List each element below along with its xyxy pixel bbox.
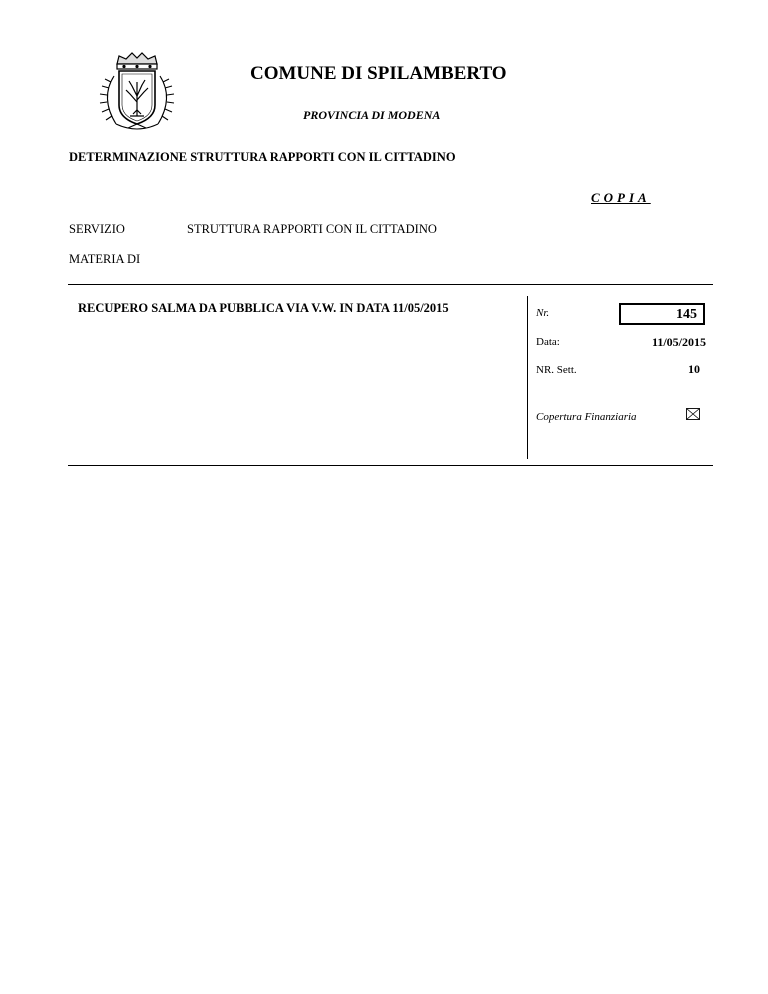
copertura-label: Copertura Finanziaria <box>536 411 637 423</box>
page-title: COMUNE DI SPILAMBERTO <box>250 63 507 84</box>
top-divider <box>68 284 713 285</box>
sett-value: 10 <box>688 362 700 376</box>
sett-label: NR. Sett. <box>536 364 577 376</box>
vertical-divider <box>527 296 528 459</box>
copy-mark: COPIA <box>591 190 651 205</box>
servizio-label: SERVIZIO <box>69 222 125 236</box>
materia-label: MATERIA DI <box>69 252 141 266</box>
subject-text: RECUPERO SALMA DA PUBBLICA VIA V.W. IN DATA 11/05/2015 <box>78 301 449 315</box>
nr-box <box>619 303 705 325</box>
province-subtitle: PROVINCIA DI MODENA <box>303 108 441 122</box>
municipal-coat-of-arms-icon <box>84 50 190 134</box>
data-value: 11/05/2015 <box>651 335 706 349</box>
nr-label: Nr. <box>536 307 550 319</box>
servizio-value: STRUTTURA RAPPORTI CON IL CITTADINO <box>187 222 437 236</box>
data-label: Data: <box>536 336 560 348</box>
department-heading: DETERMINAZIONE STRUTTURA RAPPORTI CON IL CITTADINO <box>69 150 456 164</box>
checkbox-crossed-icon <box>686 408 700 420</box>
bottom-divider <box>68 465 713 466</box>
nr-value: 145 <box>676 307 697 322</box>
